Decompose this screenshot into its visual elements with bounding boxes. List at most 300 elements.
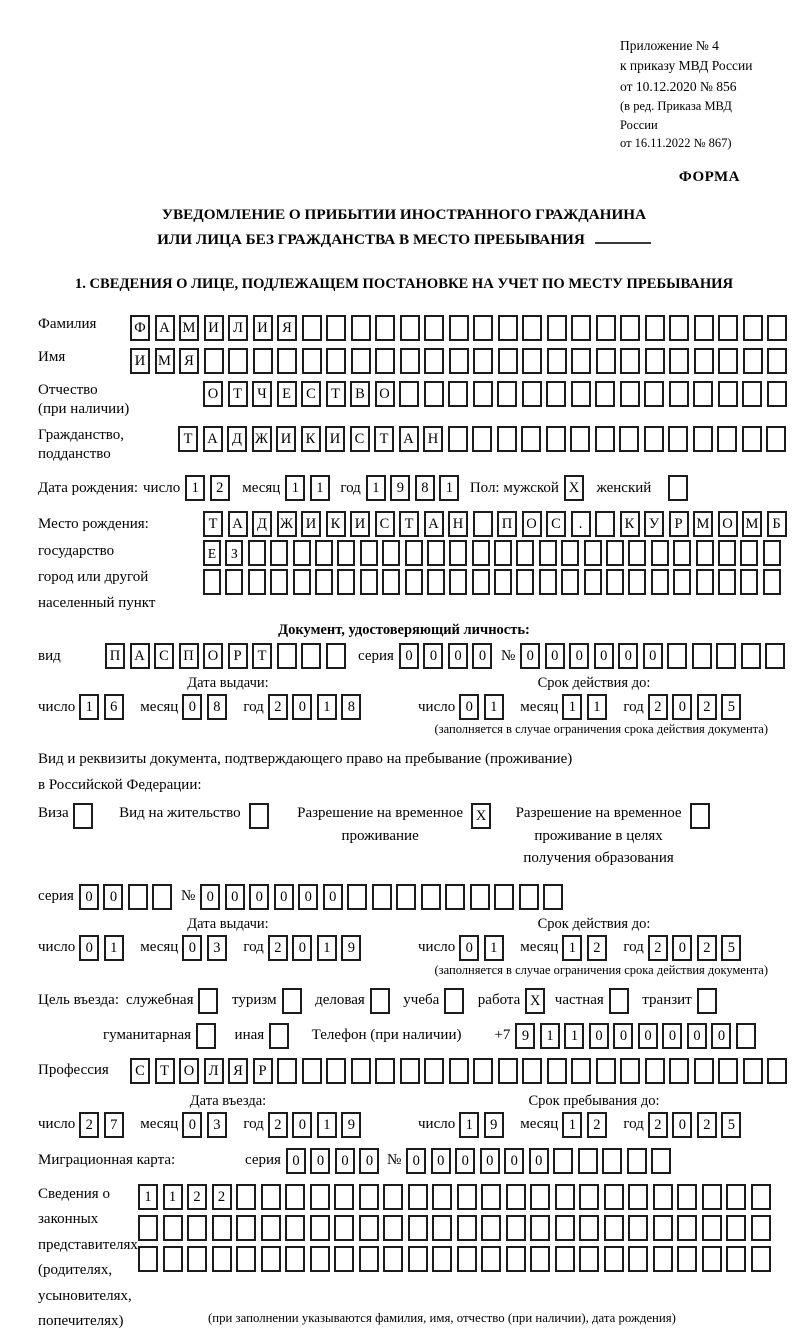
char-cell[interactable] <box>334 1246 354 1272</box>
char-cell[interactable] <box>651 540 669 566</box>
char-cell[interactable] <box>400 315 420 341</box>
char-cell[interactable] <box>360 569 378 595</box>
char-cell[interactable] <box>481 1215 501 1241</box>
char-cell[interactable]: 0 <box>520 643 540 669</box>
given-name-cells[interactable] <box>130 348 792 374</box>
char-cell[interactable] <box>203 569 221 595</box>
char-cell[interactable] <box>609 988 629 1014</box>
permit-issue-year-cells[interactable] <box>268 935 366 961</box>
char-cell[interactable] <box>578 1148 598 1174</box>
char-cell[interactable] <box>457 1184 477 1210</box>
char-cell[interactable] <box>473 381 493 407</box>
char-cell[interactable] <box>427 540 445 566</box>
entry-month-cells[interactable] <box>182 1112 231 1138</box>
char-cell[interactable]: 1 <box>310 475 330 501</box>
char-cell[interactable] <box>673 569 691 595</box>
char-cell[interactable]: 1 <box>79 694 99 720</box>
char-cell[interactable]: 1 <box>317 1112 337 1138</box>
char-cell[interactable] <box>571 348 591 374</box>
char-cell[interactable]: Т <box>252 643 272 669</box>
permit-valid-month-cells[interactable] <box>562 935 611 961</box>
char-cell[interactable] <box>293 540 311 566</box>
char-cell[interactable] <box>408 1246 428 1272</box>
char-cell[interactable] <box>596 315 616 341</box>
char-cell[interactable]: Л <box>204 1058 224 1084</box>
char-cell[interactable]: О <box>718 511 738 537</box>
purpose-study-checkbox[interactable] <box>444 988 469 1014</box>
char-cell[interactable] <box>285 1215 305 1241</box>
char-cell[interactable]: Ж <box>252 426 272 452</box>
char-cell[interactable]: 0 <box>200 884 220 910</box>
char-cell[interactable]: 1 <box>317 935 337 961</box>
char-cell[interactable] <box>449 569 467 595</box>
char-cell[interactable]: 1 <box>540 1023 560 1049</box>
char-cell[interactable]: Т <box>203 511 223 537</box>
char-cell[interactable]: 3 <box>207 1112 227 1138</box>
char-cell[interactable]: 1 <box>562 694 582 720</box>
doc-number-cells[interactable] <box>520 643 790 669</box>
char-cell[interactable] <box>740 569 758 595</box>
char-cell[interactable] <box>620 1058 640 1084</box>
char-cell[interactable] <box>620 315 640 341</box>
permit-valid-day-cells[interactable] <box>459 935 508 961</box>
char-cell[interactable] <box>522 381 542 407</box>
char-cell[interactable] <box>653 1246 673 1272</box>
doc-issue-day-cells[interactable] <box>79 694 128 720</box>
char-cell[interactable]: И <box>276 426 296 452</box>
char-cell[interactable]: 0 <box>545 643 565 669</box>
char-cell[interactable]: Р <box>669 511 689 537</box>
char-cell[interactable]: 8 <box>415 475 435 501</box>
phone-cells[interactable] <box>515 1023 760 1049</box>
char-cell[interactable]: И <box>301 511 321 537</box>
char-cell[interactable] <box>751 1184 771 1210</box>
char-cell[interactable] <box>424 315 444 341</box>
char-cell[interactable] <box>497 381 517 407</box>
char-cell[interactable] <box>315 540 333 566</box>
char-cell[interactable] <box>741 643 761 669</box>
char-cell[interactable] <box>620 348 640 374</box>
char-cell[interactable] <box>579 1184 599 1210</box>
char-cell[interactable]: М <box>179 315 199 341</box>
char-cell[interactable] <box>494 884 514 910</box>
purpose-official-checkbox[interactable] <box>198 988 223 1014</box>
char-cell[interactable] <box>579 1246 599 1272</box>
char-cell[interactable] <box>236 1184 256 1210</box>
surname-cells[interactable] <box>130 315 792 341</box>
char-cell[interactable] <box>396 884 416 910</box>
char-cell[interactable] <box>204 348 224 374</box>
char-cell[interactable] <box>653 1184 673 1210</box>
purpose-work-checkbox[interactable] <box>525 988 550 1014</box>
char-cell[interactable] <box>424 1058 444 1084</box>
char-cell[interactable] <box>212 1246 232 1272</box>
char-cell[interactable]: 2 <box>697 1112 717 1138</box>
birth-year-cells[interactable] <box>366 475 464 501</box>
birthplace-cells-row1[interactable] <box>203 511 791 537</box>
char-cell[interactable]: Л <box>228 315 248 341</box>
char-cell[interactable]: О <box>179 1058 199 1084</box>
char-cell[interactable]: Я <box>228 1058 248 1084</box>
char-cell[interactable]: 2 <box>648 935 668 961</box>
char-cell[interactable] <box>763 540 781 566</box>
char-cell[interactable]: 0 <box>225 884 245 910</box>
stay-year-cells[interactable] <box>648 1112 746 1138</box>
char-cell[interactable] <box>555 1246 575 1272</box>
char-cell[interactable] <box>472 540 490 566</box>
char-cell[interactable] <box>766 426 786 452</box>
char-cell[interactable] <box>270 540 288 566</box>
char-cell[interactable] <box>530 1215 550 1241</box>
char-cell[interactable] <box>669 381 689 407</box>
char-cell[interactable]: И <box>253 315 273 341</box>
char-cell[interactable] <box>651 1148 671 1174</box>
sex-female-checkbox[interactable] <box>668 475 693 501</box>
entry-day-cells[interactable] <box>79 1112 128 1138</box>
char-cell[interactable]: X <box>525 988 545 1014</box>
char-cell[interactable]: 0 <box>480 1148 500 1174</box>
citizenship-cells[interactable] <box>178 426 791 452</box>
char-cell[interactable]: 1 <box>484 935 504 961</box>
doc-valid-day-cells[interactable] <box>459 694 508 720</box>
char-cell[interactable] <box>697 988 717 1014</box>
char-cell[interactable]: З <box>225 540 243 566</box>
char-cell[interactable] <box>718 540 736 566</box>
char-cell[interactable] <box>152 884 172 910</box>
char-cell[interactable] <box>470 884 490 910</box>
entry-year-cells[interactable] <box>268 1112 366 1138</box>
char-cell[interactable]: Е <box>203 540 221 566</box>
char-cell[interactable] <box>619 426 639 452</box>
char-cell[interactable] <box>506 1246 526 1272</box>
purpose-humanitarian-checkbox[interactable] <box>196 1023 221 1049</box>
char-cell[interactable] <box>571 1058 591 1084</box>
char-cell[interactable]: 0 <box>448 643 468 669</box>
char-cell[interactable]: Н <box>448 511 468 537</box>
char-cell[interactable] <box>596 348 616 374</box>
char-cell[interactable]: 1 <box>163 1184 183 1210</box>
char-cell[interactable]: 8 <box>341 694 361 720</box>
char-cell[interactable] <box>472 569 490 595</box>
char-cell[interactable] <box>334 1215 354 1241</box>
char-cell[interactable] <box>302 315 322 341</box>
char-cell[interactable] <box>644 426 664 452</box>
char-cell[interactable]: 9 <box>341 1112 361 1138</box>
char-cell[interactable]: 9 <box>515 1023 535 1049</box>
char-cell[interactable]: 0 <box>274 884 294 910</box>
char-cell[interactable] <box>383 1246 403 1272</box>
doc-kind-cells[interactable] <box>105 643 350 669</box>
char-cell[interactable]: 0 <box>298 884 318 910</box>
char-cell[interactable] <box>481 1246 501 1272</box>
char-cell[interactable]: Т <box>178 426 198 452</box>
char-cell[interactable] <box>347 884 367 910</box>
migration-series-cells[interactable] <box>286 1148 384 1174</box>
char-cell[interactable]: 0 <box>431 1148 451 1174</box>
char-cell[interactable]: 2 <box>587 935 607 961</box>
char-cell[interactable] <box>337 569 355 595</box>
char-cell[interactable]: Т <box>155 1058 175 1084</box>
char-cell[interactable]: С <box>301 381 321 407</box>
char-cell[interactable]: И <box>350 511 370 537</box>
char-cell[interactable] <box>326 1058 346 1084</box>
char-cell[interactable]: А <box>130 643 150 669</box>
char-cell[interactable] <box>521 426 541 452</box>
doc-valid-year-cells[interactable] <box>648 694 746 720</box>
char-cell[interactable] <box>337 540 355 566</box>
char-cell[interactable]: П <box>497 511 517 537</box>
char-cell[interactable] <box>604 1215 624 1241</box>
char-cell[interactable] <box>399 381 419 407</box>
char-cell[interactable]: 2 <box>210 475 230 501</box>
char-cell[interactable]: 0 <box>455 1148 475 1174</box>
char-cell[interactable] <box>579 1215 599 1241</box>
char-cell[interactable]: 2 <box>648 694 668 720</box>
option-residence-permit-checkbox[interactable] <box>249 803 274 829</box>
char-cell[interactable] <box>606 540 624 566</box>
char-cell[interactable] <box>717 426 737 452</box>
char-cell[interactable] <box>249 803 269 829</box>
permit-issue-month-cells[interactable] <box>182 935 231 961</box>
char-cell[interactable] <box>432 1246 452 1272</box>
char-cell[interactable]: 1 <box>459 1112 479 1138</box>
char-cell[interactable] <box>310 1184 330 1210</box>
char-cell[interactable] <box>539 569 557 595</box>
char-cell[interactable] <box>644 381 664 407</box>
char-cell[interactable] <box>444 988 464 1014</box>
char-cell[interactable] <box>212 1215 232 1241</box>
char-cell[interactable] <box>449 348 469 374</box>
char-cell[interactable]: 0 <box>618 643 638 669</box>
char-cell[interactable]: 0 <box>359 1148 379 1174</box>
char-cell[interactable] <box>472 426 492 452</box>
char-cell[interactable]: 3 <box>207 935 227 961</box>
permit-issue-day-cells[interactable] <box>79 935 128 961</box>
char-cell[interactable] <box>740 540 758 566</box>
char-cell[interactable]: 1 <box>484 694 504 720</box>
char-cell[interactable] <box>628 1215 648 1241</box>
char-cell[interactable] <box>602 1148 622 1174</box>
char-cell[interactable] <box>696 569 714 595</box>
char-cell[interactable] <box>516 540 534 566</box>
char-cell[interactable]: 0 <box>406 1148 426 1174</box>
char-cell[interactable] <box>539 540 557 566</box>
char-cell[interactable]: 0 <box>589 1023 609 1049</box>
stay-month-cells[interactable] <box>562 1112 611 1138</box>
char-cell[interactable] <box>360 540 378 566</box>
birthplace-cells-row3[interactable] <box>203 569 791 595</box>
char-cell[interactable]: 2 <box>268 1112 288 1138</box>
doc-series-cells[interactable] <box>399 643 497 669</box>
char-cell[interactable] <box>595 381 615 407</box>
char-cell[interactable]: С <box>130 1058 150 1084</box>
char-cell[interactable]: X <box>564 475 584 501</box>
char-cell[interactable] <box>668 475 688 501</box>
char-cell[interactable]: Т <box>399 511 419 537</box>
purpose-other-checkbox[interactable] <box>269 1023 294 1049</box>
char-cell[interactable]: 6 <box>104 694 124 720</box>
char-cell[interactable] <box>596 1058 616 1084</box>
char-cell[interactable] <box>669 315 689 341</box>
char-cell[interactable]: 0 <box>662 1023 682 1049</box>
char-cell[interactable] <box>473 1058 493 1084</box>
char-cell[interactable]: А <box>424 511 444 537</box>
char-cell[interactable] <box>522 315 542 341</box>
char-cell[interactable]: О <box>375 381 395 407</box>
char-cell[interactable]: 1 <box>439 475 459 501</box>
char-cell[interactable] <box>546 426 566 452</box>
char-cell[interactable]: П <box>105 643 125 669</box>
char-cell[interactable] <box>763 569 781 595</box>
char-cell[interactable] <box>736 1023 756 1049</box>
char-cell[interactable]: Р <box>253 1058 273 1084</box>
char-cell[interactable]: 0 <box>459 694 479 720</box>
char-cell[interactable]: 9 <box>390 475 410 501</box>
char-cell[interactable]: 9 <box>484 1112 504 1138</box>
char-cell[interactable] <box>457 1215 477 1241</box>
char-cell[interactable] <box>547 315 567 341</box>
char-cell[interactable]: Д <box>227 426 247 452</box>
char-cell[interactable] <box>645 315 665 341</box>
char-cell[interactable] <box>767 1058 787 1084</box>
char-cell[interactable]: 2 <box>79 1112 99 1138</box>
char-cell[interactable] <box>277 348 297 374</box>
char-cell[interactable] <box>498 1058 518 1084</box>
char-cell[interactable] <box>595 511 615 537</box>
char-cell[interactable]: А <box>155 315 175 341</box>
char-cell[interactable]: 2 <box>268 935 288 961</box>
char-cell[interactable] <box>293 569 311 595</box>
char-cell[interactable] <box>651 569 669 595</box>
char-cell[interactable] <box>359 1184 379 1210</box>
char-cell[interactable] <box>547 1058 567 1084</box>
char-cell[interactable] <box>718 569 736 595</box>
char-cell[interactable]: 1 <box>562 935 582 961</box>
char-cell[interactable] <box>570 426 590 452</box>
char-cell[interactable] <box>522 348 542 374</box>
char-cell[interactable] <box>449 1058 469 1084</box>
char-cell[interactable] <box>302 1058 322 1084</box>
char-cell[interactable] <box>673 540 691 566</box>
char-cell[interactable]: 2 <box>648 1112 668 1138</box>
char-cell[interactable]: 0 <box>569 643 589 669</box>
char-cell[interactable]: 9 <box>341 935 361 961</box>
char-cell[interactable]: Б <box>767 511 787 537</box>
representatives-cells-row3[interactable] <box>138 1246 775 1272</box>
char-cell[interactable]: 2 <box>268 694 288 720</box>
char-cell[interactable] <box>375 315 395 341</box>
char-cell[interactable] <box>694 1058 714 1084</box>
char-cell[interactable] <box>457 1246 477 1272</box>
char-cell[interactable] <box>751 1215 771 1241</box>
char-cell[interactable] <box>627 1148 647 1174</box>
char-cell[interactable] <box>561 540 579 566</box>
option-temp-residence-education-checkbox[interactable] <box>690 803 715 829</box>
char-cell[interactable] <box>310 1215 330 1241</box>
char-cell[interactable]: 0 <box>182 1112 202 1138</box>
char-cell[interactable] <box>696 540 714 566</box>
char-cell[interactable] <box>163 1215 183 1241</box>
char-cell[interactable]: 0 <box>292 1112 312 1138</box>
char-cell[interactable] <box>506 1215 526 1241</box>
char-cell[interactable]: 1 <box>564 1023 584 1049</box>
char-cell[interactable] <box>236 1215 256 1241</box>
char-cell[interactable]: М <box>155 348 175 374</box>
char-cell[interactable] <box>677 1246 697 1272</box>
char-cell[interactable] <box>702 1184 722 1210</box>
char-cell[interactable] <box>225 569 243 595</box>
char-cell[interactable]: 0 <box>79 935 99 961</box>
char-cell[interactable]: 0 <box>103 884 123 910</box>
char-cell[interactable]: 1 <box>587 694 607 720</box>
char-cell[interactable] <box>421 884 441 910</box>
purpose-business-checkbox[interactable] <box>370 988 395 1014</box>
char-cell[interactable]: И <box>130 348 150 374</box>
char-cell[interactable]: Д <box>252 511 272 537</box>
char-cell[interactable] <box>571 381 591 407</box>
char-cell[interactable] <box>163 1246 183 1272</box>
char-cell[interactable] <box>359 1215 379 1241</box>
char-cell[interactable] <box>282 988 302 1014</box>
doc-issue-year-cells[interactable] <box>268 694 366 720</box>
char-cell[interactable] <box>270 569 288 595</box>
char-cell[interactable]: 0 <box>79 884 99 910</box>
char-cell[interactable]: К <box>620 511 640 537</box>
char-cell[interactable] <box>718 1058 738 1084</box>
patronymic-cells[interactable] <box>203 381 791 407</box>
char-cell[interactable] <box>693 381 713 407</box>
char-cell[interactable] <box>584 540 602 566</box>
char-cell[interactable] <box>606 569 624 595</box>
char-cell[interactable] <box>128 884 148 910</box>
migration-number-cells[interactable] <box>406 1148 676 1174</box>
char-cell[interactable] <box>424 381 444 407</box>
char-cell[interactable]: 0 <box>643 643 663 669</box>
char-cell[interactable]: 2 <box>212 1184 232 1210</box>
char-cell[interactable]: 0 <box>323 884 343 910</box>
char-cell[interactable] <box>546 381 566 407</box>
char-cell[interactable] <box>716 643 736 669</box>
char-cell[interactable]: А <box>399 426 419 452</box>
char-cell[interactable]: 1 <box>562 1112 582 1138</box>
char-cell[interactable] <box>351 1058 371 1084</box>
char-cell[interactable] <box>767 348 787 374</box>
permit-number-cells[interactable] <box>200 884 568 910</box>
char-cell[interactable] <box>73 803 93 829</box>
char-cell[interactable] <box>693 426 713 452</box>
purpose-tourism-checkbox[interactable] <box>282 988 307 1014</box>
char-cell[interactable] <box>743 315 763 341</box>
char-cell[interactable]: 1 <box>317 694 337 720</box>
char-cell[interactable]: Р <box>228 643 248 669</box>
char-cell[interactable] <box>473 511 493 537</box>
permit-valid-year-cells[interactable] <box>648 935 746 961</box>
char-cell[interactable] <box>498 348 518 374</box>
char-cell[interactable] <box>448 426 468 452</box>
purpose-private-checkbox[interactable] <box>609 988 634 1014</box>
char-cell[interactable] <box>743 348 763 374</box>
char-cell[interactable] <box>645 348 665 374</box>
char-cell[interactable] <box>448 381 468 407</box>
permit-series-cells[interactable] <box>79 884 177 910</box>
char-cell[interactable]: 2 <box>587 1112 607 1138</box>
char-cell[interactable]: 5 <box>721 1112 741 1138</box>
char-cell[interactable]: 0 <box>459 935 479 961</box>
char-cell[interactable] <box>742 426 762 452</box>
char-cell[interactable]: 0 <box>672 1112 692 1138</box>
char-cell[interactable]: 0 <box>310 1148 330 1174</box>
char-cell[interactable] <box>383 1184 403 1210</box>
